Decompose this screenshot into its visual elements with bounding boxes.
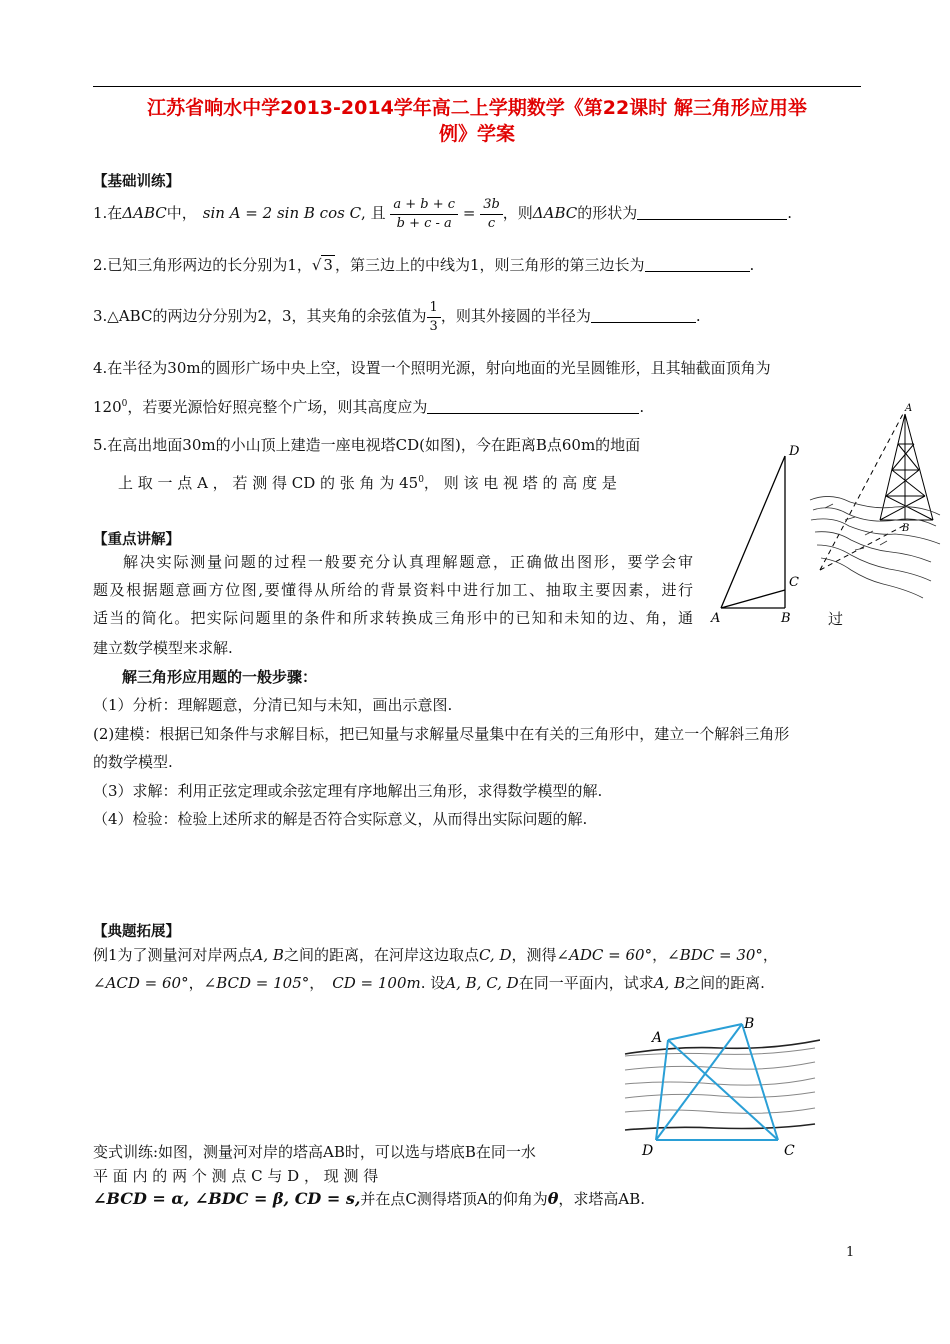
river-label-C: C <box>784 1143 795 1159</box>
ex1-text-4: . 设 <box>420 974 446 992</box>
q2-post: ，第三边上的中线为1，则三角形的第三边长为 <box>334 256 645 274</box>
section-key-heading: 【重点讲解】 <box>93 532 180 548</box>
ex1-text-3: ，测得 <box>511 946 557 964</box>
step-2-line1: (2)建模：根据已知条件与求解目标，把已知量与求解量尽量集中在有关的三角形中，建立一个解斜三角形 <box>93 725 790 743</box>
steps-title: 解三角形应用题的一般步骤： <box>122 668 318 686</box>
q3-fraction <box>427 299 441 336</box>
q3-post: ，则其外接圆的半径为 <box>440 307 591 325</box>
variant-text: 并在点C测得塔顶A的仰角为 <box>360 1190 548 1208</box>
ex1-text-6: 之间的距离. <box>685 974 765 992</box>
q1-answer-blank[interactable] <box>637 205 787 220</box>
q1-mid: 中， <box>166 204 197 222</box>
q1-frac2-num: 3b <box>480 196 503 215</box>
page-title-line1: 江苏省响水中学2013-2014学年高二上学期数学《第22课时 解三角形应用举 <box>147 97 807 119</box>
label-B: B <box>781 611 791 626</box>
q2-root: 3 <box>323 256 333 274</box>
section-ext-heading: 【典题拓展】 <box>93 924 180 940</box>
q2-prefix: 2.已知三角形两边的长分别为1， <box>93 256 312 274</box>
ex1-points-ab: A, B <box>252 946 284 964</box>
q1-and: , 且 <box>361 204 386 222</box>
q1-fraction-left <box>390 196 458 233</box>
q1-fraction-right <box>480 196 503 233</box>
question-4-line1: 4.在半径为30m的圆形广场中央上空，设置一个照明光源，射向地面的光呈圆锥形，且其轴截面顶角为 <box>93 359 771 377</box>
key-line4: 建立数学模型来求解. <box>93 639 233 657</box>
ex1-text-5: 在同一平面内，试求 <box>518 974 654 992</box>
variant-line3 <box>93 1188 645 1209</box>
q1-triangle: ΔABC <box>122 204 167 222</box>
example-1-line1 <box>93 944 778 965</box>
tower-label-B: B <box>902 523 910 534</box>
key-line1: 解决实际测量问题的过程一般要充分认真理解题意，正确做出图形，要学会审 <box>123 553 693 571</box>
q1-dot: . <box>787 204 793 222</box>
variant-theta: θ <box>547 1189 559 1208</box>
q5-text: 上 取 一 点 A ， 若 测 得 CD 的 张 角 为 45 <box>118 474 419 492</box>
q4-degree: 0 <box>121 399 128 409</box>
triangle-diagram <box>721 456 785 608</box>
q2-dot: . <box>749 256 755 274</box>
ex1-text-1: 例1为了测量河对岸两点 <box>93 946 253 964</box>
key-line2: 题及根据题意画方位图,要懂得从所给的背景资料中进行加工、抽取主要因素，进行 <box>93 581 693 599</box>
variant-math: ∠BCD = α, ∠BDC = β, CD = s, <box>93 1189 361 1208</box>
q5-text-b: ， 则 该 电 视 塔 的 高 度 是 <box>423 474 617 492</box>
ex1-points-ab-2: A, B <box>653 974 686 992</box>
ex1-points-cd: C, D <box>478 946 512 964</box>
q1-prefix: 1.在 <box>93 204 123 222</box>
label-A: A <box>711 611 721 626</box>
label-D: D <box>789 444 800 459</box>
q4-angle: 120 <box>93 398 122 416</box>
step-1: （1）分析：理解题意，分清已知与未知，画出示意图. <box>93 696 453 714</box>
key-line3-tail: 过 <box>828 610 844 628</box>
q1-frac1-num: a + b + c <box>390 196 458 215</box>
river-figure <box>620 1010 820 1170</box>
step-2-line2: 的数学模型. <box>93 753 173 771</box>
ex1-points-abcd: A, B, C, D <box>445 974 519 992</box>
variant-end: ，求塔高AB. <box>558 1190 646 1208</box>
riverbanks <box>625 1040 820 1130</box>
step-4: （4）检验：检验上述所求的解是否符合实际意义，从而得出实际问题的解. <box>93 810 588 828</box>
ex1-angle-bdc: ∠BDC = 30° <box>667 946 763 964</box>
key-line3: 适当的简化。把实际问题里的条件和所求转换成三角形中的已知和未知的边、角，通 <box>93 609 693 627</box>
question-4-line2 <box>93 396 644 417</box>
question-3 <box>93 296 701 336</box>
ex1-sep-3: ， <box>309 974 325 992</box>
q1-frac2-den: c <box>487 215 496 231</box>
page-number: 1 <box>846 1245 855 1260</box>
q5-degree: 0 <box>418 475 424 485</box>
q1-triangle-2: ΔABC <box>532 204 578 222</box>
q3-dot: . <box>695 307 701 325</box>
q1-post: ，则 <box>502 204 533 222</box>
q3-answer-blank[interactable] <box>591 308 696 323</box>
ex1-sep-2: ， <box>188 974 204 992</box>
tower-sketch <box>880 414 933 520</box>
variant-line1: 变式训练:如图，测量河对岸的塔高AB时，可以选与塔底B在同一水 <box>93 1143 536 1161</box>
ex1-angle-bcd: ∠BCD = 105° <box>203 974 310 992</box>
river-lines <box>625 1048 815 1113</box>
question-5-line2 <box>118 472 617 493</box>
q3-frac-den: 3 <box>429 318 438 334</box>
section-basic-heading: 【基础训练】 <box>93 174 180 190</box>
q2-answer-blank[interactable] <box>645 257 750 272</box>
q4-answer-blank[interactable] <box>427 399 639 414</box>
q4-text: ，若要光源恰好照亮整个广场，则其高度应为 <box>127 398 428 416</box>
question-5-line1: 5.在高出地面30m的小山顶上建造一座电视塔CD(如图)，今在距离B点60m的地面 <box>93 436 641 454</box>
q3-prefix: 3.△ABC的两边分分别为2，3，其夹角的余弦值为 <box>93 307 427 325</box>
ex1-angle-adc: ∠ADC = 60° <box>556 946 653 964</box>
ex1-comma: ， <box>762 946 778 964</box>
question-2: 2.已知三角形两边的长分别为1，√ 3 ，第三边上的中线为1，则三角形的第三边长为 . <box>93 256 755 274</box>
river-label-B: B <box>744 1016 755 1032</box>
q3-frac-num: 1 <box>427 299 441 318</box>
tower-label-A: A <box>905 403 913 414</box>
q1-equation: sin A = 2 sin B cos C <box>202 204 362 222</box>
hill-sketch <box>810 496 940 598</box>
q4-dot: . <box>639 398 645 416</box>
river-label-D: D <box>642 1143 654 1159</box>
step-3: （3）求解：利用正弦定理或余弦定理有序地解出三角形，求得数学模型的解. <box>93 782 603 800</box>
tower-figure <box>705 400 945 630</box>
question-1: 1.在ΔABC中， sin A = 2 sin B cos C, 且 $\frac{a + b + c}{b + c - a}$ = $\frac{3b}{c}$ ，则ΔABC的形状为 . <box>93 196 793 231</box>
q1-end: 的形状为 <box>577 204 638 222</box>
variant-line2: 平 面 内 的 两 个 测 点 C 与 D ， 现 测 得 <box>93 1167 379 1185</box>
river-label-A: A <box>652 1030 663 1046</box>
ex1-cd-length: CD = 100m <box>332 974 421 992</box>
header-rule <box>93 86 861 87</box>
ex1-angle-acd: ∠ACD = 60° <box>93 974 189 992</box>
q1-frac1-den: b + c - a <box>396 215 452 231</box>
ex1-text-2: 之间的距离，在河岸这边取点 <box>283 946 479 964</box>
ex1-sep-1: ， <box>652 946 668 964</box>
label-C: C <box>789 575 799 590</box>
page-title-line2: 例》学案 <box>438 123 515 145</box>
example-1-line2 <box>93 972 765 993</box>
